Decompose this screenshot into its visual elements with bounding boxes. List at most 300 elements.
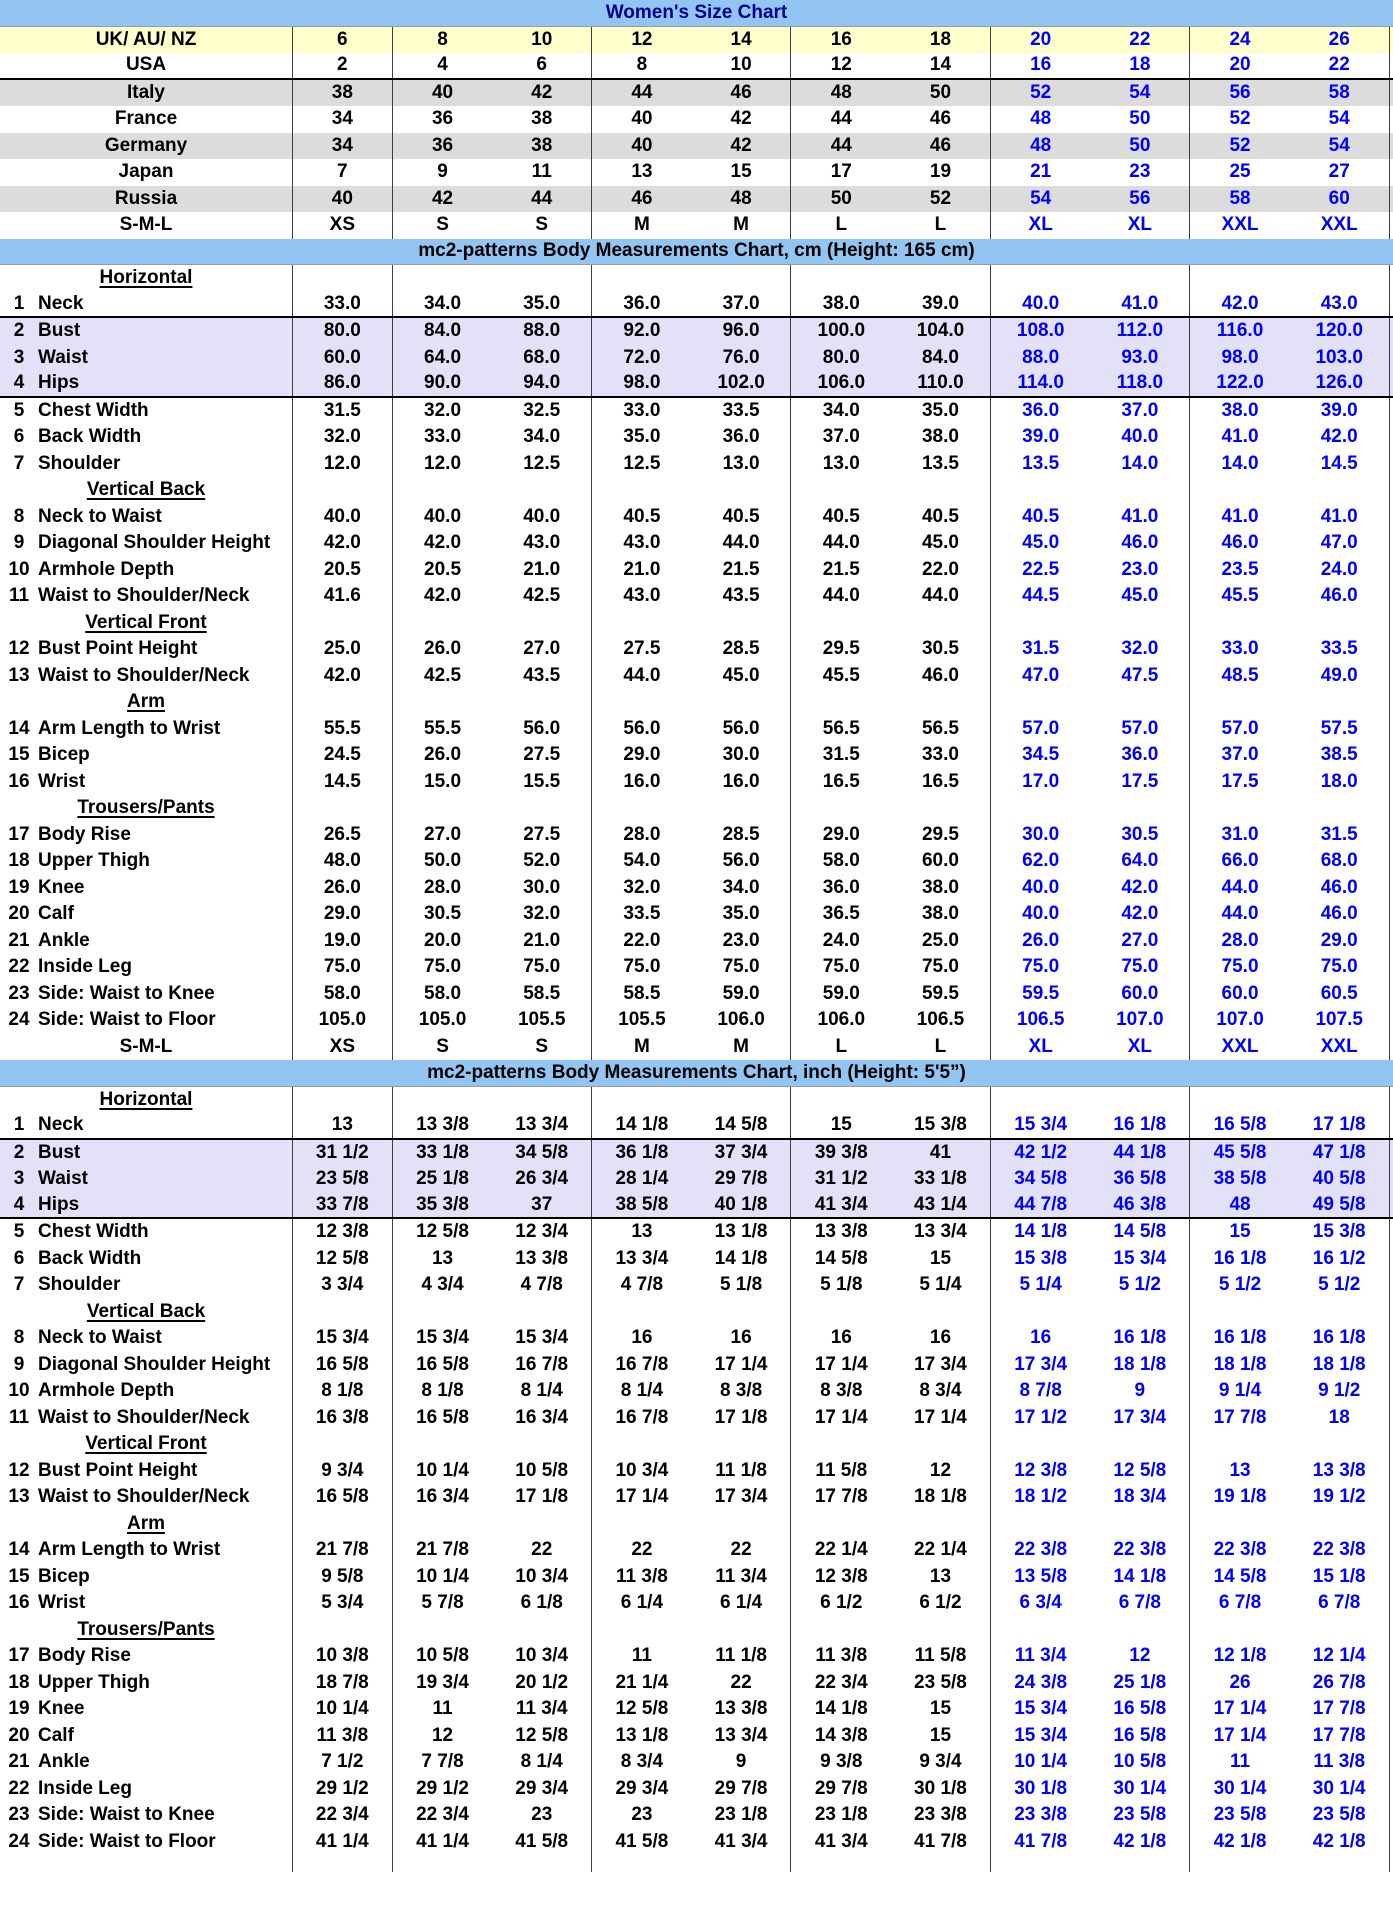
value-cell: 34.5 (1022, 744, 1060, 766)
table-row (0, 1378, 1393, 1405)
value-cell: 6 (293, 27, 393, 54)
value-cell (891, 1299, 991, 1326)
row-label (0, 1113, 293, 1138)
value-cell: 46 3/8 (1091, 1193, 1191, 1218)
value-cell (1091, 1855, 1191, 1872)
value-cell (791, 1617, 891, 1644)
row-number: 20 (8, 903, 30, 925)
row-label (0, 1749, 293, 1776)
value-cell: 29.0 (623, 744, 661, 766)
value-cell (692, 477, 792, 504)
value-cell: 41.0 (1221, 426, 1259, 448)
value-cell: 11 1/8 (692, 1643, 792, 1670)
value-cell: 22 3/8 (1213, 1539, 1267, 1561)
value-cell (1290, 265, 1390, 292)
group-subheader (0, 265, 293, 292)
value-cell: 40.5 (891, 504, 991, 531)
value-cell (891, 265, 991, 292)
row-label (0, 1325, 293, 1352)
value-cell: 14.0 (1091, 451, 1191, 478)
row-label (0, 1484, 293, 1511)
value-cell (991, 1617, 1091, 1644)
value-cell: 50 (1091, 133, 1191, 160)
value-cell (1091, 1431, 1191, 1458)
value-cell: 13 3/8 (814, 1221, 868, 1243)
measurement-name: Side: Waist to Floor (38, 1830, 216, 1852)
value-cell: 15.0 (424, 770, 462, 792)
value-cell: 27.5 (623, 638, 661, 660)
value-cell: 22 3/4 (814, 1671, 868, 1693)
value-cell: 10 1/4 (293, 1696, 393, 1723)
label-text: Vertical Back (86, 479, 206, 501)
value-cell: 16 7/8 (492, 1352, 592, 1379)
value-cell: 15 3/8 (891, 1113, 991, 1138)
value-cell: 28.0 (1221, 929, 1259, 951)
value-cell: 46.0 (1290, 875, 1390, 902)
row-number: 16 (8, 1592, 30, 1614)
value-cell: 56.5 (822, 717, 860, 739)
value-cell (692, 1431, 792, 1458)
value-cell: 44 (492, 186, 592, 213)
value-cell: 33.0 (1221, 638, 1259, 660)
value-cell: 11 (432, 1698, 453, 1720)
value-cell: 19 1/8 (1213, 1486, 1267, 1508)
value-cell: 122.0 (1216, 372, 1264, 394)
value-cell: 29 3/4 (492, 1776, 592, 1803)
measurement-name: Chest Width (38, 1221, 149, 1243)
table-row (0, 1193, 1393, 1220)
value-cell: 42.0 (1221, 292, 1259, 314)
value-cell: 17 7/8 (1213, 1406, 1267, 1428)
row-label (0, 742, 293, 769)
value-cell: 26.0 (424, 638, 462, 660)
value-cell: L (891, 1034, 991, 1061)
value-cell: 13 3/4 (492, 1113, 592, 1138)
value-cell: 6 (492, 53, 592, 78)
value-cell: 11 3/8 (293, 1723, 393, 1750)
value-cell: 15 3/8 (1290, 1219, 1390, 1246)
value-cell: 50 (891, 80, 991, 107)
value-cell: 10 5/8 (416, 1645, 469, 1667)
row-label (0, 1193, 293, 1218)
label-text: Japan (118, 161, 174, 183)
value-cell: 14 5/8 (1213, 1565, 1267, 1587)
row-number: 7 (13, 1274, 25, 1296)
value-cell: 42 (492, 80, 592, 107)
value-cell: 16 (891, 1325, 991, 1352)
value-cell: 72.0 (623, 346, 661, 368)
table-row (0, 795, 1393, 822)
value-cell (393, 795, 493, 822)
value-cell: XS (293, 1034, 393, 1061)
row-number: 4 (13, 1193, 25, 1215)
table-row (0, 1431, 1393, 1458)
value-cell: 38 (293, 80, 393, 107)
value-cell (492, 1617, 592, 1644)
value-cell (592, 1855, 692, 1872)
label-text: USA (125, 54, 167, 76)
value-cell: 10 (492, 27, 592, 54)
measurement-name: Armhole Depth (38, 558, 175, 580)
value-cell: 39 3/8 (814, 1141, 868, 1163)
value-cell: 35.0 (891, 398, 991, 425)
value-cell: S (436, 1035, 449, 1057)
value-cell: 41 7/8 (1014, 1830, 1068, 1852)
measurement-name: Side: Waist to Knee (38, 1804, 215, 1826)
value-cell: 30.5 (891, 636, 991, 663)
value-cell: 28 1/4 (615, 1168, 669, 1190)
value-cell: 41 (891, 1140, 991, 1167)
table-row (0, 1272, 1393, 1299)
value-cell (692, 1087, 792, 1114)
table-row (0, 1802, 1393, 1829)
value-cell: 18 1/8 (1213, 1353, 1267, 1375)
value-cell (293, 610, 393, 637)
measurement-name: Back Width (38, 426, 142, 448)
value-cell: 23 1/8 (692, 1802, 792, 1829)
value-cell: 105.5 (492, 1007, 592, 1034)
value-cell: 30.0 (492, 875, 592, 902)
value-cell: 44.0 (822, 532, 860, 554)
value-cell: 41 5/8 (492, 1829, 592, 1856)
value-cell: 9 3/4 (891, 1749, 991, 1776)
value-cell: 36.5 (822, 903, 860, 925)
value-cell: 31.5 (1022, 638, 1060, 660)
value-cell: 52 (1030, 81, 1052, 103)
value-cell: 56.0 (623, 717, 661, 739)
value-cell: 60.0 (293, 345, 393, 372)
value-cell (293, 1855, 393, 1872)
value-cell: 25 1/8 (1091, 1670, 1191, 1697)
value-cell: 17 1/4 (615, 1486, 669, 1508)
value-cell: 5 7/8 (421, 1592, 464, 1614)
value-cell: 22 (1091, 27, 1191, 54)
value-cell: XL (1091, 1034, 1191, 1061)
value-cell: 18 (1091, 53, 1191, 78)
value-cell: 57.0 (1091, 716, 1191, 743)
value-cell: 23 5/8 (1091, 1802, 1191, 1829)
value-cell: 23 5/8 (293, 1166, 393, 1193)
row-number: 8 (13, 1327, 25, 1349)
page-title: Women's Size Chart (0, 0, 1393, 27)
value-cell: 37.0 (1091, 398, 1191, 425)
value-cell: 18 3/4 (1091, 1484, 1191, 1511)
value-cell: 17.5 (1221, 770, 1259, 792)
table-row (0, 1325, 1393, 1352)
value-cell: 46 (891, 133, 991, 160)
measurement-name: Calf (38, 1724, 74, 1746)
value-cell: 21.0 (623, 558, 661, 580)
value-cell: 35.0 (623, 426, 661, 448)
value-cell: 23 (492, 1802, 592, 1829)
value-cell (393, 610, 493, 637)
value-cell: 15 3/4 (416, 1327, 469, 1349)
value-cell: 12 5/8 (416, 1221, 469, 1243)
value-cell: 46.0 (1221, 532, 1259, 554)
measurement-name: Hips (38, 372, 80, 394)
value-cell: 84.0 (424, 320, 462, 342)
value-cell: 49 5/8 (1290, 1193, 1390, 1218)
value-cell: 58 (1290, 80, 1390, 107)
row-label (0, 1140, 293, 1167)
value-cell: 40.5 (822, 505, 860, 527)
value-cell (393, 265, 493, 292)
value-cell: 30.5 (424, 903, 462, 925)
value-cell: 17 7/8 (1290, 1723, 1390, 1750)
value-cell: 40.5 (623, 505, 661, 527)
row-number: 18 (8, 850, 30, 872)
value-cell: 14 1/8 (1091, 1564, 1191, 1591)
value-cell: 15 3/4 (1014, 1724, 1068, 1746)
value-cell (692, 1511, 792, 1538)
value-cell: 13.5 (1022, 452, 1060, 474)
value-cell: 38.0 (822, 292, 860, 314)
value-cell: 41 3/4 (814, 1830, 868, 1852)
value-cell (393, 1087, 493, 1114)
value-cell: 22 3/8 (1091, 1537, 1191, 1564)
value-cell: 40.0 (1022, 903, 1060, 925)
value-cell: 116.0 (1216, 320, 1264, 342)
value-cell: 56.0 (692, 716, 792, 743)
value-cell: 28.0 (424, 876, 462, 898)
label-text: Vertical Back (86, 1300, 206, 1322)
value-cell: 68.0 (1290, 848, 1390, 875)
value-cell: 126.0 (1290, 371, 1390, 396)
value-cell (791, 1299, 891, 1326)
table-row (0, 1113, 1393, 1140)
value-cell: 27.0 (424, 823, 462, 845)
row-label (0, 636, 293, 663)
row-label (0, 106, 293, 133)
measurement-name: Bust Point Height (38, 638, 198, 660)
value-cell: 15 3/4 (293, 1325, 393, 1352)
value-cell: 12 3/8 (1014, 1459, 1068, 1481)
value-cell (393, 1431, 493, 1458)
value-cell: 4 (437, 54, 448, 76)
value-cell: 16 1/8 (1091, 1325, 1191, 1352)
table-row (0, 928, 1393, 955)
value-cell: 21.0 (492, 928, 592, 955)
label-text: Horizontal (99, 1088, 193, 1110)
value-cell: 75.0 (1290, 954, 1390, 981)
value-cell: 36.0 (1022, 399, 1060, 421)
value-cell: 31.0 (1221, 823, 1259, 845)
value-cell: 16 5/8 (1091, 1696, 1191, 1723)
value-cell: 39.0 (891, 292, 991, 317)
value-cell: 11 3/4 (1014, 1645, 1067, 1667)
row-number: 5 (13, 1221, 25, 1243)
value-cell: 14 (692, 27, 792, 54)
value-cell: 44 (830, 108, 852, 130)
row-number: 6 (13, 1247, 25, 1269)
value-cell: 7 1/2 (293, 1749, 393, 1776)
value-cell: 9 3/4 (293, 1458, 393, 1485)
value-cell: 13 3/8 (1290, 1458, 1390, 1485)
value-cell: 5 1/8 (692, 1272, 792, 1299)
value-cell: 44.0 (891, 583, 991, 610)
table-row (0, 1829, 1393, 1856)
value-cell: 16 (692, 1325, 792, 1352)
value-cell: 75.0 (492, 954, 592, 981)
table-row (0, 1749, 1393, 1776)
value-cell: 6 7/8 (1091, 1590, 1191, 1617)
value-cell: 31.5 (822, 744, 860, 766)
value-cell: 22 (631, 1539, 653, 1561)
row-label (0, 1829, 293, 1856)
value-cell: 49.0 (1290, 663, 1390, 690)
value-cell: 8 1/8 (421, 1380, 464, 1402)
value-cell (293, 265, 393, 292)
row-number: 3 (13, 346, 25, 368)
value-cell (692, 1299, 792, 1326)
value-cell: 41.6 (293, 583, 393, 610)
value-cell: 16 7/8 (615, 1353, 669, 1375)
value-cell: 16 5/8 (416, 1406, 469, 1428)
table-row (0, 1537, 1393, 1564)
table-row (0, 981, 1393, 1008)
value-cell (1290, 795, 1390, 822)
row-label (0, 1643, 293, 1670)
row-number: 15 (8, 1565, 30, 1587)
value-cell (1091, 610, 1191, 637)
value-cell: 17 1/4 (692, 1352, 792, 1379)
measurement-name: Wrist (38, 1592, 86, 1614)
measurement-name: Bicep (38, 744, 90, 766)
value-cell: 43.0 (492, 530, 592, 557)
value-cell: 43.0 (623, 532, 661, 554)
value-cell: 48.0 (293, 848, 393, 875)
value-cell (293, 1299, 393, 1326)
value-cell (592, 1431, 692, 1458)
row-number: 18 (8, 1671, 30, 1693)
value-cell: 10 3/8 (293, 1643, 393, 1670)
row-label (0, 451, 293, 478)
row-label (0, 954, 293, 981)
table-row (0, 1776, 1393, 1803)
row-number: 14 (8, 1539, 30, 1561)
value-cell: 4 3/4 (421, 1274, 464, 1296)
value-cell: 17 3/4 (692, 1484, 792, 1511)
value-cell: 60.0 (1091, 981, 1191, 1008)
row-label (0, 1246, 293, 1273)
row-label (0, 1696, 293, 1723)
label-text: Vertical Front (85, 1433, 207, 1455)
value-cell: 15 (830, 1114, 852, 1136)
table-row (0, 398, 1393, 425)
value-cell (791, 610, 891, 637)
value-cell: 32.0 (492, 901, 592, 928)
value-cell: 37.0 (692, 292, 792, 317)
table-row (0, 848, 1393, 875)
row-label (0, 530, 293, 557)
value-cell: 102.0 (692, 371, 792, 396)
row-label (0, 716, 293, 743)
measurement-name: Diagonal Shoulder Height (38, 532, 271, 554)
value-cell: 58.0 (424, 982, 462, 1004)
row-label (0, 1378, 293, 1405)
value-cell (1290, 477, 1390, 504)
value-cell: L (835, 1035, 848, 1057)
value-cell: 30 1/8 (1014, 1777, 1068, 1799)
value-cell: 40.0 (424, 505, 462, 527)
value-cell: 25 (1229, 161, 1251, 183)
row-number: 21 (8, 1751, 30, 1773)
value-cell: 23 5/8 (1290, 1802, 1390, 1829)
value-cell: XXL (1221, 214, 1259, 236)
value-cell: 9 1/2 (1290, 1378, 1390, 1405)
value-cell: 44.0 (692, 530, 792, 557)
value-cell: 26.0 (1022, 929, 1060, 951)
value-cell: 21.5 (822, 558, 860, 580)
value-cell: 2 (293, 53, 393, 78)
value-cell (1290, 1431, 1390, 1458)
measurement-name: Neck (38, 292, 84, 314)
value-cell: 13 (293, 1113, 393, 1138)
row-number: 10 (8, 558, 30, 580)
value-cell: 96.0 (692, 318, 792, 345)
value-cell: 37.0 (822, 426, 860, 448)
value-cell (592, 1511, 692, 1538)
value-cell: 8 3/8 (820, 1380, 863, 1402)
value-cell: 57.5 (1290, 716, 1390, 743)
value-cell: 17 1/4 (891, 1405, 991, 1432)
value-cell: 25.0 (891, 928, 991, 955)
value-cell: 21 7/8 (416, 1539, 469, 1561)
value-cell: 13 (631, 161, 653, 183)
value-cell (1091, 1511, 1191, 1538)
value-cell (1190, 1299, 1290, 1326)
value-cell: 50.0 (424, 850, 462, 872)
value-cell: 50 (830, 187, 852, 209)
table-row (0, 1564, 1393, 1591)
value-cell: 15 3/4 (492, 1325, 592, 1352)
table-row (0, 1643, 1393, 1670)
value-cell: 32.0 (293, 424, 393, 451)
value-cell: 42.0 (1091, 901, 1191, 928)
value-cell (1190, 689, 1290, 716)
value-cell: 13.5 (891, 451, 991, 478)
value-cell: 8 1/4 (492, 1749, 592, 1776)
value-cell: 13 (891, 1564, 991, 1591)
measurement-name: Neck to Waist (38, 1327, 162, 1349)
value-cell: 98.0 (623, 372, 661, 394)
value-cell: 17 3/4 (1014, 1353, 1068, 1375)
value-cell: 27.5 (492, 822, 592, 849)
value-cell: 54 (1091, 80, 1191, 107)
row-label (0, 133, 293, 160)
value-cell: 12 3/8 (293, 1219, 393, 1246)
table-row (0, 1166, 1393, 1193)
value-cell: 29.0 (822, 823, 860, 845)
value-cell: 46 (891, 106, 991, 133)
value-cell: 13 3/8 (692, 1696, 792, 1723)
value-cell: 13 5/8 (1014, 1565, 1068, 1587)
row-number: 16 (8, 770, 30, 792)
value-cell: 42 (431, 187, 454, 209)
value-cell: 42 1/2 (1014, 1141, 1068, 1163)
measurement-name: Waist to Shoulder/Neck (38, 585, 250, 607)
value-cell: 58.5 (623, 982, 661, 1004)
value-cell: 6 7/8 (1218, 1592, 1262, 1614)
table-row (0, 875, 1393, 902)
value-cell: 12 1/4 (1290, 1643, 1390, 1670)
value-cell: 20.0 (424, 929, 462, 951)
value-cell: 22 3/4 (293, 1802, 393, 1829)
value-cell: 10 5/8 (1091, 1749, 1191, 1776)
value-cell: 13 3/8 (492, 1246, 592, 1273)
value-cell: 42 1/8 (1290, 1829, 1390, 1856)
measurement-name: Ankle (38, 929, 90, 951)
